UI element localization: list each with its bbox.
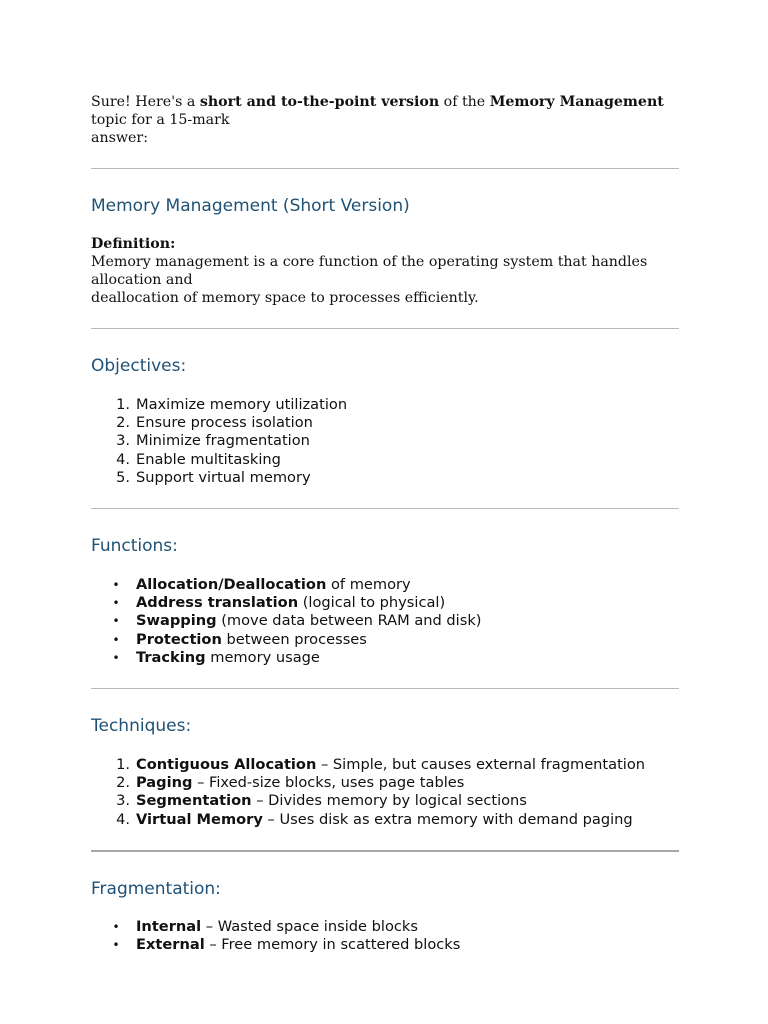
objective-item <box>91 451 679 469</box>
function-item-term: Protection <box>136 630 222 648</box>
intro-paragraph <box>91 93 679 147</box>
objective-item <box>91 432 679 450</box>
objective-item <box>91 469 679 487</box>
function-item-description: (logical to physical) <box>298 594 446 612</box>
technique-item <box>91 792 679 810</box>
fragmentation-item-description: – Free memory in scattered blocks <box>204 936 461 954</box>
divider <box>91 688 679 689</box>
objective-item-number: 4. <box>116 450 130 468</box>
bullet-icon: • <box>112 938 120 953</box>
fragmentation-list <box>91 918 679 954</box>
objective-item-text: Minimize fragmentation <box>136 432 310 450</box>
objective-item <box>91 414 679 432</box>
function-item-description: (move data between RAM and disk) <box>216 612 482 630</box>
techniques-list <box>91 756 679 829</box>
definition-line1: Memory management is a core function of the operating system that handles allocation and <box>91 254 648 288</box>
divider <box>91 850 679 852</box>
functions-list <box>91 576 679 667</box>
technique-item-number: 3. <box>116 792 130 810</box>
bullet-icon: • <box>112 596 120 611</box>
intro-bold-topic: Memory Management <box>489 94 664 110</box>
techniques-heading: Techniques: <box>91 716 192 737</box>
function-item <box>91 612 679 630</box>
technique-item-description: – Fixed-size blocks, uses page tables <box>192 774 465 792</box>
technique-item-description: – Simple, but causes external fragmentation <box>316 756 646 774</box>
intro-text-post: topic for a 15-mark <box>91 112 230 128</box>
technique-item-term: Contiguous Allocation <box>136 756 317 774</box>
technique-item-term: Paging <box>136 774 193 792</box>
objective-item-text: Support virtual memory <box>136 468 311 486</box>
intro-text-mid: of the <box>439 94 490 110</box>
technique-item-description: – Divides memory by logical sections <box>251 792 527 810</box>
functions-heading: Functions: <box>91 536 178 557</box>
technique-item-term: Virtual Memory <box>136 810 263 828</box>
fragmentation-item <box>91 936 679 954</box>
function-item <box>91 594 679 612</box>
objective-item <box>91 396 679 414</box>
objective-item-number: 3. <box>116 432 130 450</box>
function-item-term: Allocation/Deallocation <box>136 576 327 594</box>
technique-item <box>91 811 679 829</box>
function-item <box>91 649 679 667</box>
function-item-description: memory usage <box>205 648 320 666</box>
divider <box>91 328 679 329</box>
definition-label-text: Definition: <box>91 236 176 252</box>
technique-item-number: 2. <box>116 774 130 792</box>
intro-text-line2: answer: <box>91 130 148 146</box>
objective-item-text: Maximize memory utilization <box>136 396 348 413</box>
objective-item-text: Ensure process isolation <box>136 414 313 432</box>
objectives-list <box>91 396 679 487</box>
fragmentation-item-term: External <box>136 936 205 954</box>
objective-item-number: 2. <box>116 414 130 432</box>
divider <box>91 168 679 169</box>
function-item-term: Address translation <box>136 594 299 612</box>
function-item-description: between processes <box>221 630 367 648</box>
technique-item-number: 4. <box>116 810 130 828</box>
fragmentation-item-description: – Wasted space inside blocks <box>201 917 418 935</box>
bullet-icon: • <box>112 578 120 593</box>
intro-text-pre: Sure! Here's a <box>91 94 200 110</box>
fragmentation-item-term: Internal <box>136 917 202 935</box>
page-title: Memory Management (Short Version) <box>91 196 410 216</box>
objectives-heading: Objectives: <box>91 356 187 376</box>
technique-item-description: – Uses disk as extra memory with demand paging <box>262 810 633 828</box>
definition-line2: deallocation of memory space to processes efficiently. <box>91 290 479 306</box>
objective-item-number: 1. <box>116 396 130 413</box>
definition-text <box>91 253 679 307</box>
bullet-icon: • <box>112 614 120 629</box>
fragmentation-heading: Fragmentation: <box>91 878 221 899</box>
bullet-icon: • <box>112 650 120 665</box>
technique-item <box>91 756 679 774</box>
function-item-term: Tracking <box>136 648 206 666</box>
function-item <box>91 576 679 594</box>
fragmentation-item <box>91 918 679 936</box>
definition-label <box>91 235 679 253</box>
bullet-icon: • <box>112 632 120 647</box>
function-item-term: Swapping <box>136 612 217 630</box>
intro-bold-version: short and to-the-point version <box>199 94 440 110</box>
objective-item-text: Enable multitasking <box>136 450 281 468</box>
objective-item-number: 5. <box>116 468 130 486</box>
technique-item-number: 1. <box>116 756 130 774</box>
bullet-icon: • <box>112 919 120 934</box>
function-item-description: of memory <box>326 576 411 594</box>
document-page <box>91 93 679 954</box>
technique-item-term: Segmentation <box>136 792 252 810</box>
function-item <box>91 631 679 649</box>
technique-item <box>91 774 679 792</box>
divider <box>91 508 679 509</box>
